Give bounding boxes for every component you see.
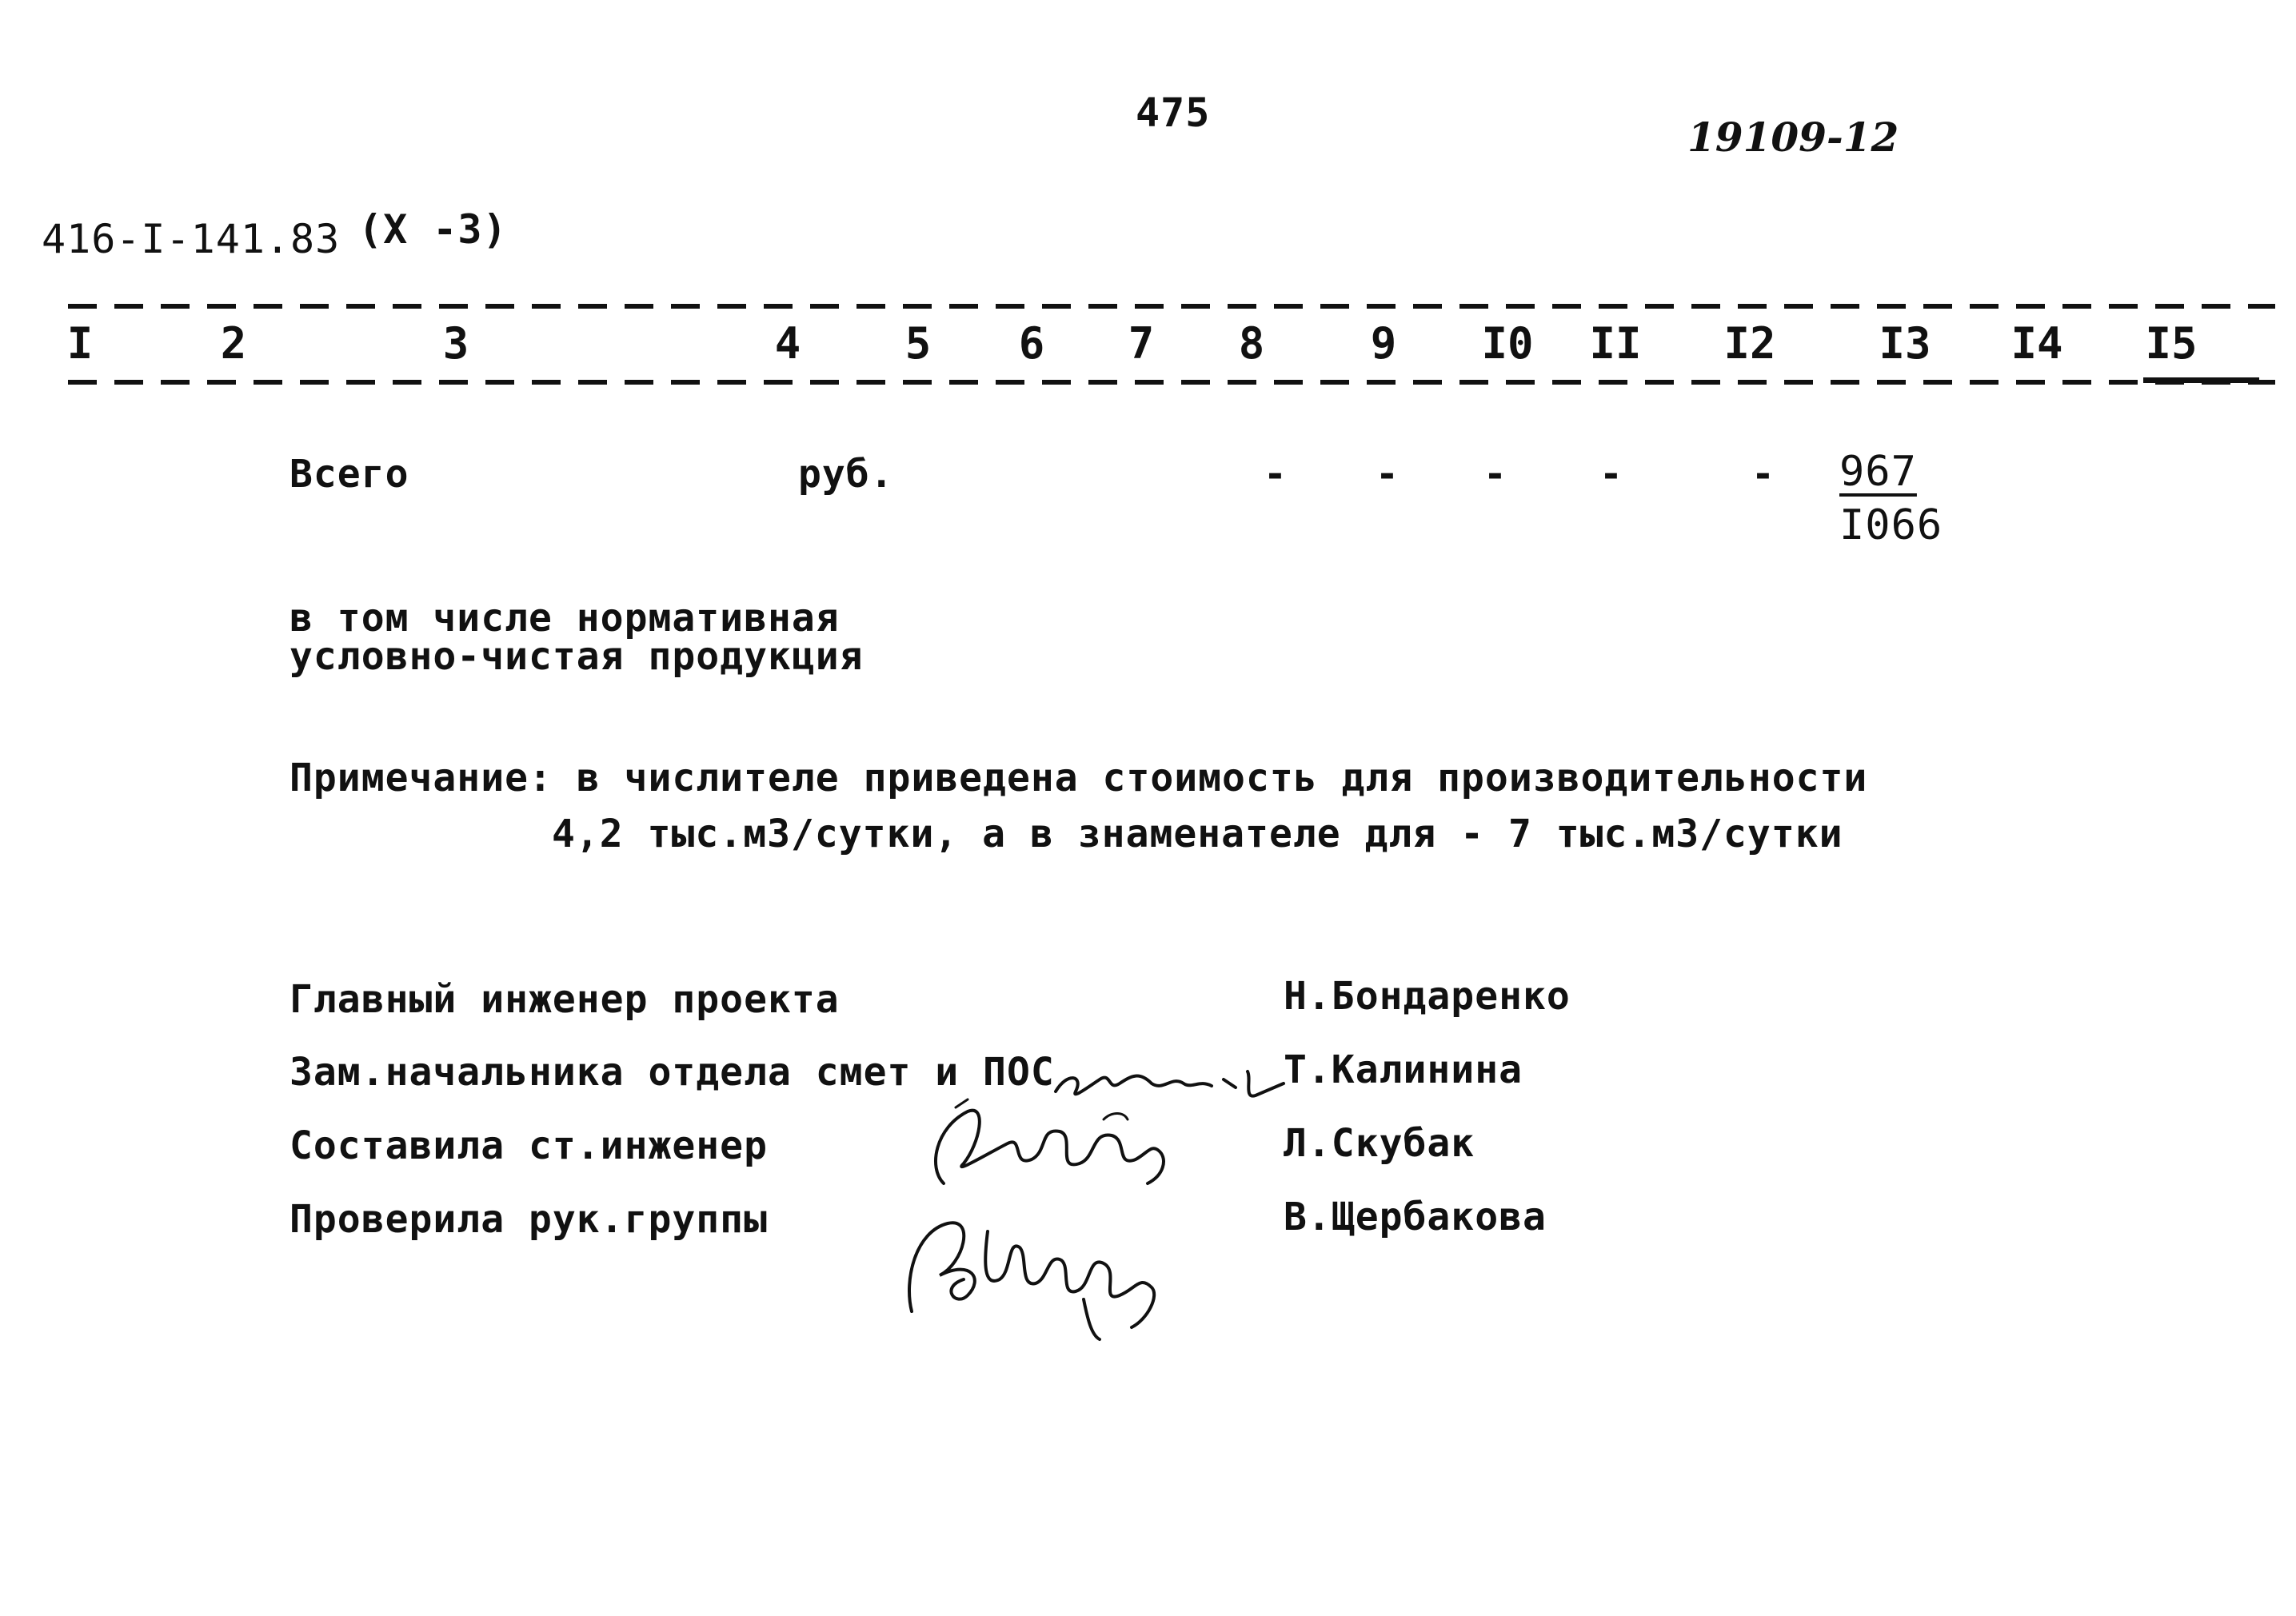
table-top-dashed-line	[68, 304, 2275, 309]
column-number: I0	[1481, 318, 1534, 369]
column-number: 6	[1018, 318, 1045, 369]
signatory-title: Главный инженер проекта	[289, 977, 840, 1022]
column-number: II	[1589, 318, 1642, 369]
column-number: 4	[774, 318, 801, 369]
signatory-name: Н.Бондаренко	[1284, 974, 1571, 1019]
signatory-name: Л.Скубак	[1284, 1121, 1475, 1166]
signatory-name: В.Щербакова	[1284, 1195, 1547, 1239]
signature-skubak	[920, 1095, 1192, 1199]
note-line2: 4,2 тыс.м3/сутки, а в знаменателе для - 7 тыс.м3/сутки	[552, 812, 1843, 856]
dash-value: -	[1751, 452, 1775, 497]
column-number: I2	[1723, 318, 1776, 369]
column-number: I4	[2010, 318, 2063, 369]
signature-shcherbakova	[900, 1199, 1188, 1343]
dash-value: -	[1376, 452, 1399, 497]
column-number: 7	[1128, 318, 1155, 369]
dash-value: -	[1483, 452, 1507, 497]
total-denominator: I066	[1839, 501, 1943, 549]
column-number: 2	[220, 318, 247, 369]
column-number: I3	[1879, 318, 1931, 369]
column-15-underline	[2143, 377, 2259, 383]
signatory-title: Зам.начальника отдела смет и ПОС	[289, 1050, 1055, 1095]
total-unit: руб.	[798, 452, 894, 497]
column-number: 8	[1238, 318, 1265, 369]
signatory-name: Т.Калинина	[1284, 1047, 1523, 1092]
total-label: Всего	[289, 452, 409, 497]
dash-value: -	[1264, 452, 1287, 497]
column-number: I5	[2145, 318, 2198, 369]
signatory-title: Составила ст.инженер	[289, 1123, 768, 1168]
total-numerator: 967	[1839, 448, 1917, 496]
column-number: 5	[904, 318, 932, 369]
including-text-line1: в том числе нормативная	[289, 596, 840, 640]
document-code: 416-I-141.83	[42, 216, 341, 262]
including-text-line2: условно-чистая продукция	[289, 634, 864, 679]
column-number: 3	[442, 318, 469, 369]
table-bottom-dashed-line	[68, 380, 2275, 385]
document-code-suffix: (X -3)	[358, 206, 508, 253]
handwritten-reference: 19109-12	[1687, 114, 1899, 161]
note-line1: Примечание: в числителе приведена стоимость для производительности	[289, 756, 1868, 800]
dash-value: -	[1599, 452, 1623, 497]
signatory-title: Проверила рук.группы	[289, 1197, 768, 1242]
page-number: 475	[1136, 90, 1211, 136]
column-number: 9	[1370, 318, 1397, 369]
column-number: I	[66, 318, 94, 369]
